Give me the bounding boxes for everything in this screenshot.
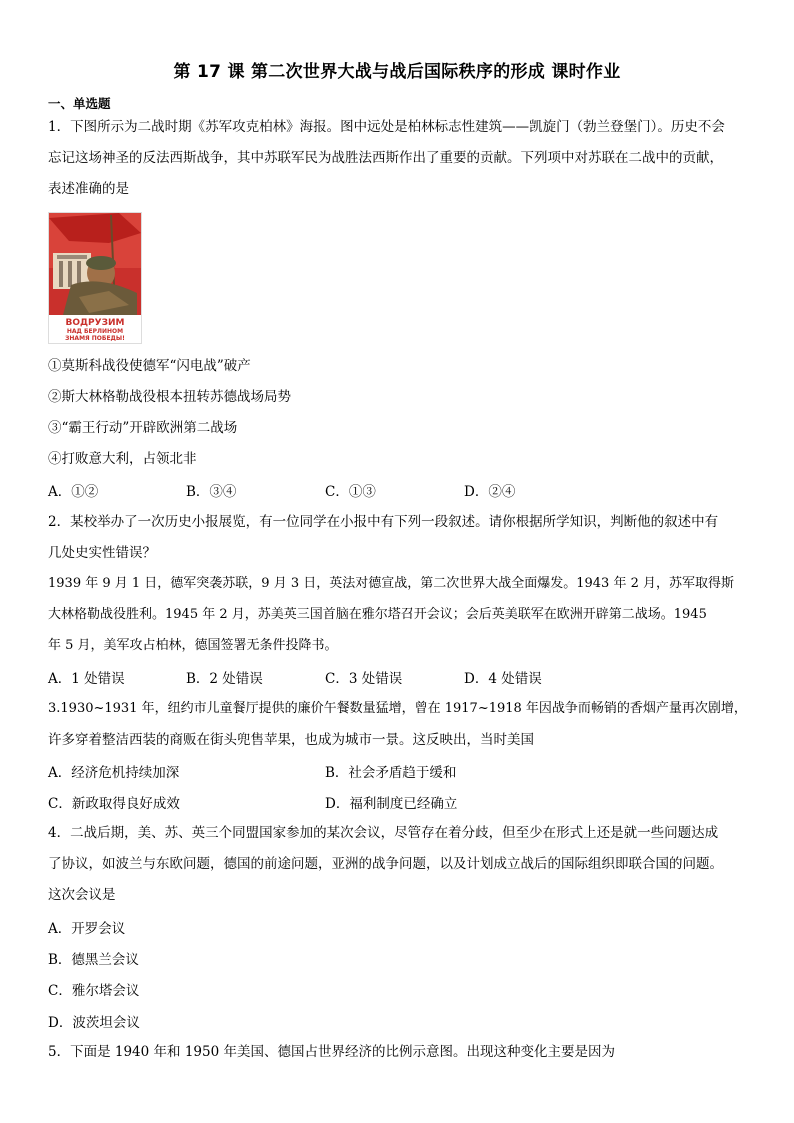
q1-item: ④打败意大利，占领北非: [48, 451, 197, 467]
q2-passage-line: 年 5 月，美军攻占柏林，德国签署无条件投降书。: [48, 638, 338, 653]
q2-option-a[interactable]: A．1 处错误: [48, 671, 125, 687]
q4-option-c[interactable]: C．雅尔塔会议: [48, 983, 140, 999]
q1-item: ①莫斯科战役使德军“闪电战”破产: [48, 358, 251, 374]
q2-option-b[interactable]: B．2 处错误: [186, 671, 263, 687]
q2-option-c[interactable]: C．3 处错误: [325, 671, 403, 687]
q4-stem-line: 这次会议是: [48, 887, 116, 903]
q2-option-d[interactable]: D．4 处错误: [464, 671, 542, 687]
q3-stem-line: 许多穿着整洁西装的商贩在街头兜售苹果，也成为城市一景。这反映出，当时美国: [48, 732, 534, 748]
q1-stem-line: 忘记这场神圣的反法西斯战争，其中苏联军民为战胜法西斯作出了重要的贡献。下列项中对苏联在二战中的贡献，: [48, 150, 723, 166]
soviet-poster-image: [48, 212, 142, 344]
q1-option-c[interactable]: C．①③: [325, 484, 376, 500]
q2-stem-line: 2．某校举办了一次历史小报展览，有一位同学在小报中有下列一段叙述。请你根据所学知识，判断他的叙述中有: [48, 514, 719, 530]
q4-option-b[interactable]: B．德黑兰会议: [48, 952, 139, 968]
q3-option-c[interactable]: C．新政取得良好成效: [48, 796, 180, 812]
q5-stem-line: 5．下面是 1940 年和 1950 年美国、德国占世界经济的比例示意图。出现这种变化主要是因为: [48, 1044, 615, 1060]
page-title: 第 17 课 第二次世界大战与战后国际秩序的形成 课时作业: [173, 62, 621, 82]
q1-option-b[interactable]: B．③④: [186, 484, 237, 500]
poster-caption-line: ЗНАМЯ ПОБЕДЫ!: [65, 335, 125, 342]
q4-option-a[interactable]: A．开罗会议: [48, 921, 126, 937]
poster-caption-line: ВОДРУЗИМ: [65, 318, 125, 328]
q4-stem-line: 4．二战后期，美、苏、英三个同盟国家参加的某次会议，尽管存在着分歧，但至少在形式上还是就一些问题达成: [48, 825, 719, 841]
q1-item: ③“霸王行动”开辟欧洲第二战场: [48, 420, 238, 436]
q3-option-b[interactable]: B．社会矛盾趋于缓和: [325, 765, 457, 781]
q1-item: ②斯大林格勒战役根本扭转苏德战场局势: [48, 389, 291, 405]
q4-option-d[interactable]: D．波茨坦会议: [48, 1015, 140, 1031]
q2-passage-line: 大林格勒战役胜利。1945 年 2 月，苏美英三国首脑在雅尔塔召开会议；会后英美联军在欧洲开辟第二战场。1945: [48, 607, 707, 622]
poster-caption-line: НАД БЕРЛИНОМ: [66, 328, 124, 335]
q1-stem-line: 表述准确的是: [48, 181, 129, 197]
q1-stem-line: 1．下图所示为二战时期《苏军攻克柏林》海报。图中远处是柏林标志性建筑——凯旋门（勃兰登堡门）。历史不会: [48, 119, 725, 135]
section-heading: 一、单选题: [48, 96, 111, 111]
q1-option-a[interactable]: A．①②: [48, 484, 99, 500]
q2-stem-line: 几处史实性错误？: [48, 545, 156, 561]
q3-stem-line: 3.1930~1931 年，纽约市儿童餐厅提供的廉价午餐数量猛增，曾在 1917~1918 年因战争而畅销的香烟产量再次剧增，: [48, 701, 747, 716]
q3-option-d[interactable]: D．福利制度已经确立: [325, 796, 458, 812]
q3-option-a[interactable]: A．经济危机持续加深: [48, 765, 180, 781]
q4-stem-line: 了协议，如波兰与东欧问题，德国的前途问题，亚洲的战争问题，以及计划成立战后的国际组织即联合国的问题。: [48, 856, 723, 872]
q1-option-d[interactable]: D．②④: [464, 484, 516, 500]
q2-passage-line: 1939 年 9 月 1 日，德军突袭苏联，9 月 3 日，英法对德宣战，第二次世界大战全面爆发。1943 年 2 月，苏军取得斯: [48, 576, 734, 591]
